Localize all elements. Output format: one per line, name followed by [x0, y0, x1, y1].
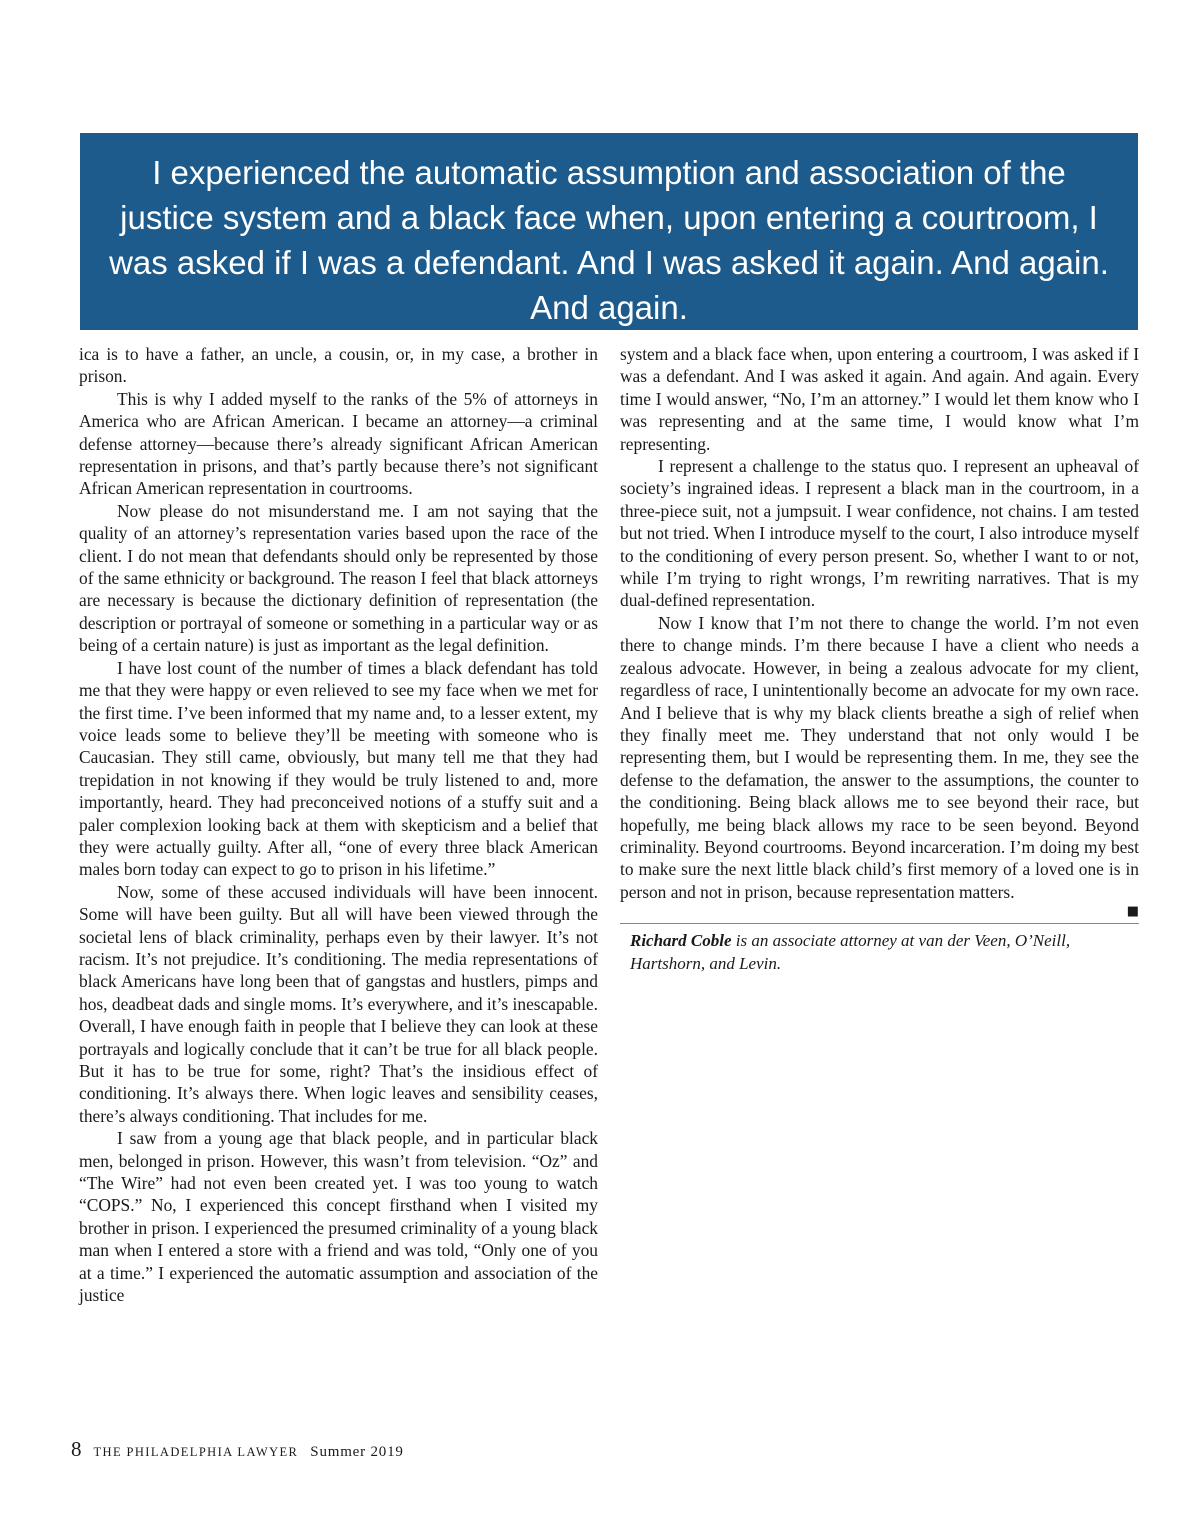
paragraph: I saw from a young age that black people, and in particular black men, belonged in prison. However, this wasn’t from television. “Oz” and “The Wire” had not even been created yet. I was too young to watch “COPS.” No, I experienced this concept firsthand when I visited my brother in prison. I experienced the presumed criminality of a young black man when I entered a store with a friend and was told, “Only one of you at a time.” I experienced the automatic assumption and association of the justice [79, 1128, 598, 1306]
paragraph: system and a black face when, upon entering a courtroom, I was asked if I was a defendant. And I was asked it again. And again. And again. Every time I would answer, “No, I’m an attorney.” I would let them know who I was representing and at the same time, I would know what I’m representing. [620, 344, 1139, 454]
author-bio [620, 930, 1139, 975]
author-bio-text: is an associate attorney at van der Veen, O’Neill, Hartshorn, and Levin. [630, 931, 1071, 973]
issue-label: Summer 2019 [310, 1444, 404, 1460]
paragraph: Now, some of these accused individuals will have been innocent. Some will have been guilty. But all will have been viewed through the societal lens of black criminality, perhaps even by their lawyer. It’s not racism. It’s not prejudice. It’s conditioning. The media representations of black Americans have long been that of gangstas and hustlers, pimps and hos, deadbeat dads and single moms. It’s everywhere, and it’s inescapable. Overall, I have enough faith in people that I believe they can look at these portrayals and logically conclude that it can’t be true for all black people. But it has to be true for some, right? That’s the insidious effect of conditioning. It’s always there. When logic leaves and sensibility ceases, there’s always conditioning. That includes for me. [79, 881, 598, 1126]
paragraph: Now I know that I’m not there to change the world. I’m not even there to change minds. I’m there because I have a client who needs a zealous advocate. However, in being a zealous advocate for my client, regardless of race, I unintentionally become an advocate for my own race. And I believe that is why my black clients breathe a sigh of relief when they finally meet me. They understand that not only would I be representing them, but I would be representing them. In me, they see the defense to the defamation, the answer to the assumptions, the counter to the conditioning. Being black allows me to see beyond their race, but hopefully, me being black allows my race to be seen beyond. Beyond criminality. Beyond courtrooms. Beyond incarceration. I’m doing my best to make sure the next little black child’s first memory of a loved one is in person and not in prison, because representation matters. [620, 612, 1139, 902]
bio-divider [620, 923, 1139, 924]
paragraph: I represent a challenge to the status quo. I represent an upheaval of society’s ingrained ideas. I represent a black man in the courtroom, in a three-piece suit, not a jumpsuit. I wear confidence, not chains. I am tested but not tried. When I introduce myself to the court, I also introduce myself to the conditioning of every person present. So, whether I want to or not, while I’m trying to right wrongs, I’m rewriting narratives. That is my dual-defined representation. [620, 456, 1139, 611]
author-name: Richard Coble [630, 931, 732, 951]
paragraph: I have lost count of the number of times a black defendant has told me that they were happy or even relieved to see my face when we met for the first time. I’ve been informed that my name and, to a lesser extent, my voice leads some to believe they’ll be meeting with someone who is Caucasian. They still came, obviously, but many tell me that they had trepidation in not knowing if they would be truly listened to and, more importantly, heard. They had preconceived notions of a stuffy suit and a paler complexion looking back at them with skepticism and a belief that they were actually guilty. After all, “one of every three black American males born today can expect to go to prison in his lifetime.” [79, 657, 598, 880]
page-number: 8 [71, 1437, 82, 1461]
page-footer [71, 1437, 404, 1462]
left-column [79, 343, 598, 1306]
paragraph: Now please do not misunderstand me. I am not saying that the quality of an attorney’s representation varies based upon the race of the client. I do not mean that defendants should only be represented by those of the same ethnicity or background. The reason I feel that black attorneys are necessary is because the dictionary definition of representation (the description or portrayal of someone or something in a particular way or as being of a certain nature) is just as important as the legal definition. [79, 500, 598, 656]
paragraph: This is why I added myself to the ranks of the 5% of attorneys in America who are African American. I became an attorney—a criminal defense attorney—because there’s already significant African American representation in prisons, and that’s partly because there’s not significant African American representation in courtrooms. [79, 388, 598, 499]
right-column [620, 343, 1139, 975]
publication-name: THE PHILADELPHIA LAWYER [93, 1445, 299, 1459]
end-of-article-mark: ■ [1126, 904, 1139, 920]
pull-quote [80, 133, 1138, 330]
pull-quote-text: I experienced the automatic assumption and association of the justice system and a black face when, upon entering a courtroom, I was asked if I was a defendant. And I was asked it again. And again. And again. [109, 154, 1109, 326]
paragraph: ica is to have a father, an uncle, a cousin, or, in my case, a brother in prison. [79, 344, 598, 387]
